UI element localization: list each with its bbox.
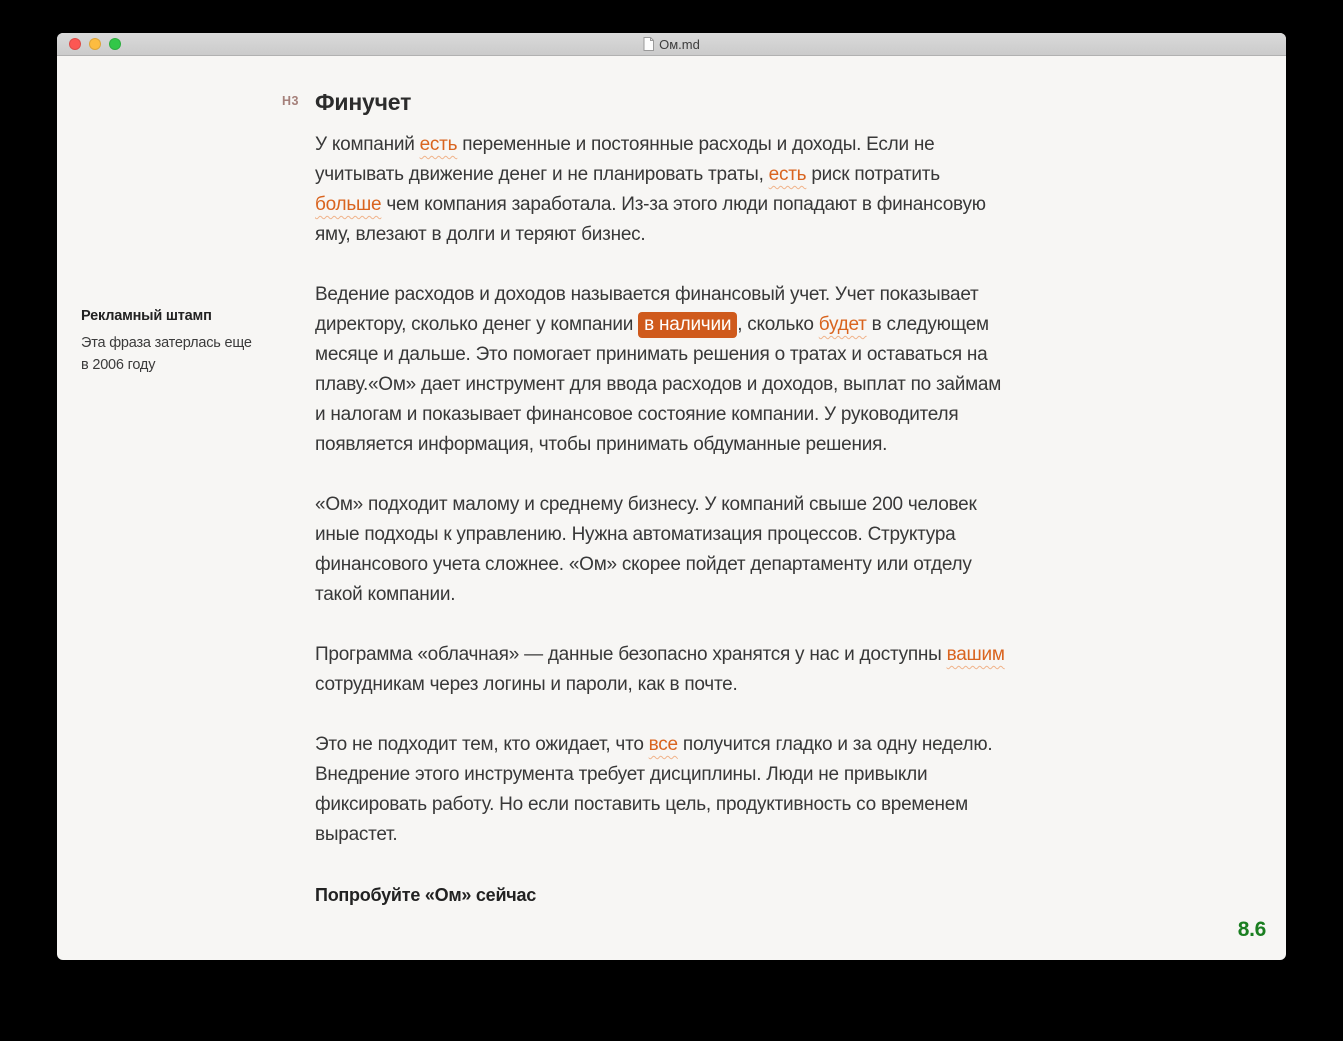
- text-segment: Попробуйте «Ом» сейчас: [315, 885, 536, 905]
- paragraph[interactable]: [315, 280, 1011, 460]
- lint-annotation-title: Рекламный штамп: [81, 308, 212, 324]
- text-segment: , сколько: [737, 314, 819, 335]
- text-segment: переменные и постоянные расходы и доходы. Если не учитывать движение денег и не планировать траты,: [315, 134, 935, 185]
- window-title: Ом.md: [659, 36, 700, 52]
- text-segment: в следующем месяце и дальше. Это помогает принимать решения о тратах и оставаться на плаву.«Ом» дает инструмент для ввода расходов и доходов, выплат по займам и налогам и показывает финансовое состояние компании. У руководителя появляется информация, чтобы принимать обдуманные решения.: [315, 314, 1002, 455]
- text-segment: У компаний: [315, 134, 420, 155]
- paragraph[interactable]: [315, 130, 1011, 250]
- minimize-button[interactable]: [89, 38, 101, 50]
- document-column: [282, 86, 1011, 940]
- heading-level-badge: H3: [282, 94, 299, 108]
- flagged-word[interactable]: все: [648, 734, 678, 755]
- window-titlebar[interactable]: [57, 33, 1286, 56]
- document-heading[interactable]: Финучет: [315, 89, 412, 115]
- text-segment: получится гладко и за одну неделю. Внедрение этого инструмента требует дисциплины. Люди не привыкли фиксировать работу. Но если поставить цель, продуктивность со временем вырастет.: [315, 734, 993, 845]
- flagged-word[interactable]: есть: [419, 134, 458, 155]
- text-segment: Программа «облачная» — данные безопасно хранятся у нас и доступны: [315, 644, 947, 665]
- readability-score[interactable]: 8.6: [1237, 918, 1266, 941]
- flagged-word[interactable]: есть: [768, 164, 807, 185]
- paragraph[interactable]: [315, 730, 1011, 850]
- text-segment: «Ом» подходит малому и среднему бизнесу. У компаний свыше 200 человек иные подходы к управлению. Нужна автоматизация процессов. Структура финансового учета сложнее. «Ом» скорее пойдет департаменту или отделу такой компании.: [315, 494, 977, 605]
- close-button[interactable]: [69, 38, 81, 50]
- text-segment: Это не подходит тем, кто ожидает, что: [315, 734, 649, 755]
- paragraph[interactable]: [315, 640, 1011, 700]
- text-segment: сотрудникам через логины и пароли, как в почте.: [315, 674, 738, 695]
- flagged-word[interactable]: больше: [315, 194, 382, 215]
- document-icon: [643, 37, 654, 51]
- lint-annotation: [81, 308, 261, 376]
- editor-window: [57, 33, 1286, 960]
- window-title-group: [643, 37, 700, 52]
- paragraphs: [315, 130, 1011, 910]
- flagged-word[interactable]: будет: [818, 314, 867, 335]
- window-controls: [69, 38, 121, 50]
- zoom-button[interactable]: [109, 38, 121, 50]
- selected-flagged-phrase[interactable]: в наличии: [638, 312, 737, 338]
- editor-surface[interactable]: [57, 56, 1286, 960]
- text-segment: Ведение расходов и доходов называется финансовый учет. Учет показывает директору, сколько денег у компании: [315, 284, 979, 335]
- text-segment: риск потратить: [806, 164, 940, 185]
- paragraph[interactable]: [315, 490, 1011, 610]
- flagged-word[interactable]: вашим: [946, 644, 1005, 665]
- cta-paragraph[interactable]: [315, 880, 1011, 910]
- lint-annotation-description: Эта фраза затерлась еще в 2006 году: [81, 335, 252, 373]
- heading-row[interactable]: [282, 86, 1011, 118]
- text-segment: чем компания заработала. Из-за этого люди попадают в финансовую яму, влезают в долги и теряют бизнес.: [315, 194, 986, 245]
